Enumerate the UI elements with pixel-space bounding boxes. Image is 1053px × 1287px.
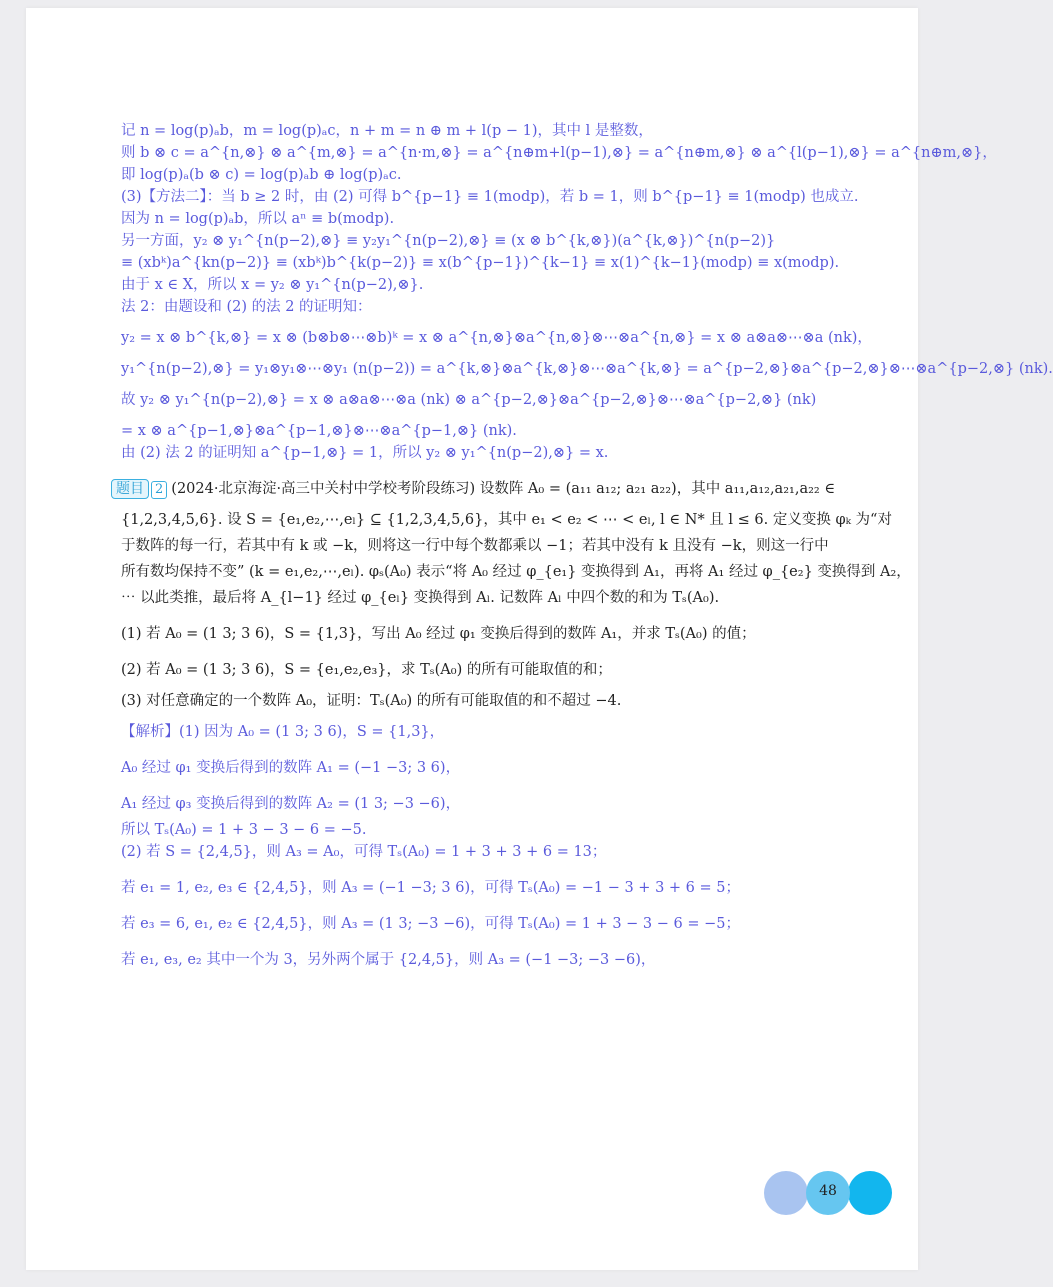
problem-body-line: 于数阵的每一行，若其中有 k 或 −k，则将这一行中每个数都乘以 −1；若其中没有 k 且没有 −k，则这一行中	[121, 538, 829, 554]
analysis-line: 【解析】(1) 因为 A₀ = (1 3; 3 6)，S = {1,3}，	[121, 724, 445, 740]
problem-number: 2	[151, 481, 167, 499]
page-content	[116, 120, 1053, 971]
solution-line: (3)【方法二】：当 b ≥ 2 时，由 (2) 可得 b^{p−1} ≡ 1(modp)，若 b = 1，则 b^{p−1} ≡ 1(modp) 也成立.	[121, 189, 859, 205]
solution-line: 则 b ⊗ c = a^{n,⊗} ⊗ a^{m,⊗} = a^{n·m,⊗} = a^{n⊕m+l(p−1),⊗} = a^{n⊕m,⊗} ⊗ a^{l(p−1),⊗} = a^{n⊕m,⊗}，	[121, 145, 997, 161]
solution-line: 即 log(p)ₐ(b ⊗ c) = log(p)ₐb ⊕ log(p)ₐc.	[121, 167, 402, 183]
analysis-line: (2) 若 S = {2,4,5}，则 A₃ = A₀，可得 Tₛ(A₀) = 1 + 3 + 3 + 6 = 13；	[121, 844, 607, 860]
problem-body-line: ⋯ 以此类推，最后将 A_{l−1} 经过 φ_{eₗ} 变换得到 Aₗ. 记数阵 Aₗ 中四个数的和为 Tₛ(A₀).	[121, 590, 720, 606]
solution-line: 因为 n = log(p)ₐb，所以 aⁿ ≡ b(modp).	[121, 211, 395, 227]
solution-line: = x ⊗ a^{p−1,⊗}⊗a^{p−1,⊗}⊗⋯⊗a^{p−1,⊗} (nk).	[121, 423, 517, 439]
question-3: (3) 对任意确定的一个数阵 A₀，证明：Tₛ(A₀) 的所有可能取值的和不超过 −4.	[121, 693, 622, 709]
solution-line: 另一方面，y₂ ⊗ y₁^{n(p−2),⊗} ≡ y₂y₁^{n(p−2),⊗} ≡ (x ⊗ b^{k,⊗})(a^{k,⊗})^{n(p−2)}	[121, 233, 776, 249]
analysis-line: 若 e₁, e₃, e₂ 其中一个为 3，另外两个属于 {2,4,5}，则 A₃ = (−1 −3; −3 −6)，	[121, 952, 656, 968]
problem-tag: 题目	[111, 479, 149, 499]
solution-line: ≡ (xbᵏ)a^{kn(p−2)} ≡ (xbᵏ)b^{k(p−2)} ≡ x(b^{p−1})^{k−1} ≡ x(1)^{k−1}(modp) ≡ x(modp).	[121, 255, 840, 271]
problem-body-line: 所有数均保持不变” (k = e₁,e₂,⋯,eₗ). φₛ(A₀) 表示“将 A₀ 经过 φ_{e₁} 变换得到 A₁，再将 A₁ 经过 φ_{e₂} 变换得到 A₂，	[121, 564, 911, 580]
page-number: 48	[819, 1183, 837, 1199]
solution-line: 由于 x ∈ X，所以 x = y₂ ⊗ y₁^{n(p−2),⊗}.	[121, 277, 424, 293]
pager-circle-bright	[848, 1171, 892, 1215]
solution-line: 法 2：由题设和 (2) 的法 2 的证明知：	[121, 299, 372, 315]
pager-circle-light	[764, 1171, 808, 1215]
analysis-line: 所以 Tₛ(A₀) = 1 + 3 − 3 − 6 = −5.	[121, 822, 367, 838]
problem-body-line: {1,2,3,4,5,6}. 设 S = {e₁,e₂,⋯,eₗ} ⊆ {1,2,3,4,5,6}，其中 e₁ < e₂ < ⋯ < eₗ, l ∈ N* 且 l ≤ 6. 定义变换 φₖ 为“对	[121, 512, 892, 528]
document-page	[26, 8, 1053, 1270]
solution-line: 记 n = log(p)ₐb，m = log(p)ₐc，n + m = n ⊕ m + l(p − 1)，其中 l 是整数，	[121, 123, 653, 139]
problem-header	[111, 478, 861, 500]
page-number-badge	[764, 1171, 894, 1215]
solution-line: y₂ = x ⊗ b^{k,⊗} = x ⊗ (b⊗b⊗⋯⊗b)ᵏ = x ⊗ a^{n,⊗}⊗a^{n,⊗}⊗⋯⊗a^{n,⊗} = x ⊗ a⊗a⊗⋯⊗a (nk)，	[121, 330, 872, 346]
problem-first-line: (2024·北京海淀·高三中关村中学校考阶段练习) 设数阵 A₀ = (a₁₁ a₁₂; a₂₁ a₂₂)，其中 a₁₁,a₁₂,a₂₁,a₂₂ ∈	[171, 481, 836, 497]
solution-line: y₁^{n(p−2),⊗} = y₁⊗y₁⊗⋯⊗y₁ (n(p−2)) = a^{k,⊗}⊗a^{k,⊗}⊗⋯⊗a^{k,⊗} = a^{p−2,⊗}⊗a^{p−2,⊗}⊗⋯⊗a^{p−2,⊗} (nk).	[121, 361, 1053, 377]
solution-line: 由 (2) 法 2 的证明知 a^{p−1,⊗} = 1，所以 y₂ ⊗ y₁^{n(p−2),⊗} = x.	[121, 445, 609, 461]
question-2: (2) 若 A₀ = (1 3; 3 6)，S = {e₁,e₂,e₃}，求 Tₛ(A₀) 的所有可能取值的和；	[121, 662, 612, 678]
analysis-line: 若 e₁ = 1, e₂, e₃ ∈ {2,4,5}，则 A₃ = (−1 −3; 3 6)，可得 Tₛ(A₀) = −1 − 3 + 3 + 6 = 5；	[121, 880, 740, 896]
analysis-line: A₀ 经过 φ₁ 变换后得到的数阵 A₁ = (−1 −3; 3 6)，	[121, 760, 461, 776]
question-1: (1) 若 A₀ = (1 3; 3 6)，S = {1,3}，写出 A₀ 经过 φ₁ 变换后得到的数阵 A₁，并求 Tₛ(A₀) 的值；	[121, 626, 756, 642]
analysis-line: A₁ 经过 φ₃ 变换后得到的数阵 A₂ = (1 3; −3 −6)，	[121, 796, 461, 812]
analysis-line: 若 e₃ = 6, e₁, e₂ ∈ {2,4,5}，则 A₃ = (1 3; −3 −6)，可得 Tₛ(A₀) = 1 + 3 − 3 − 6 = −5；	[121, 916, 740, 932]
solution-line: 故 y₂ ⊗ y₁^{n(p−2),⊗} = x ⊗ a⊗a⊗⋯⊗a (nk) ⊗ a^{p−2,⊗}⊗a^{p−2,⊗}⊗⋯⊗a^{p−2,⊗} (nk)	[121, 392, 817, 408]
